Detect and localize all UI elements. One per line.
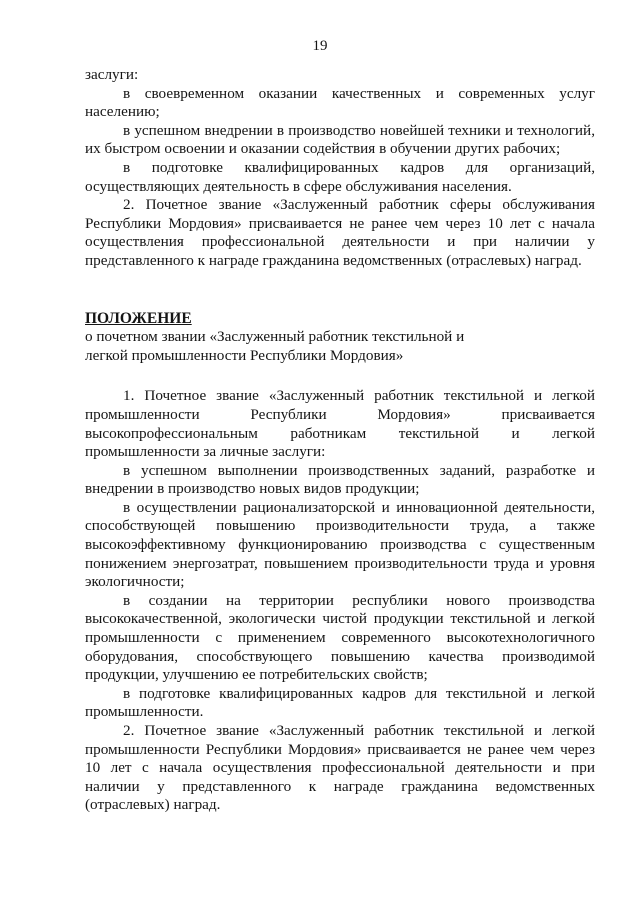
clause-2: 2. Почетное звание «Заслуженный работник сферы обслуживания Республики Мордовия» присваивается не ранее чем через 10 лет с начала осуществления профессиональной деятельности и при наличии у представленного к награде гражданина ведомственных (отраслевых) наград. xyxy=(85,196,595,269)
clause-2: 2. Почетное звание «Заслуженный работник текстильной и легкой промышленности Республики Мордовия» присваивается не ранее чем через 10 лет с начала осуществления профессиональной деятельности и при наличии у представленного к награде гражданина ведомственных (отраслевых) наград. xyxy=(85,722,595,814)
paragraph-lead: заслуги: xyxy=(85,66,139,83)
list-item: в подготовке квалифицированных кадров для организаций, осуществляющих деятельность в сфере обслуживания населения. xyxy=(85,158,595,195)
page-number: 19 xyxy=(312,38,328,54)
spacer xyxy=(85,365,595,387)
page-content xyxy=(85,66,595,815)
list-item: в создании на территории республики нового производства высококачественной, экологически чистой продукции текстильной и легкой промышленности с применением современного высокотехнологичного оборудования, способствующего повышению качества производимой продукции, улучшению ее потребительских свойств; xyxy=(85,591,595,684)
list-item: в своевременном оказании качественных и современных услуг населению; xyxy=(85,84,595,121)
list-item: в подготовке квалифицированных кадров для текстильной и легкой промышленности. xyxy=(85,684,595,721)
clause-1: 1. Почетное звание «Заслуженный работник текстильной и легкой промышленности Республики Мордовия» присваивается высокопрофессиональным работникам текстильной и легкой промышленности за личные заслуги: xyxy=(85,387,595,461)
list-item: в успешном выполнении производственных заданий, разработке и внедрении в производство новых видов продукции; xyxy=(85,461,595,498)
section-subtitle-line-1: о почетном звании «Заслуженный работник текстильной и xyxy=(85,328,465,346)
section-title: ПОЛОЖЕНИЕ xyxy=(85,309,192,327)
list-item: в осуществлении рационализаторской и инновационной деятельности, способствующей повышению производительности труда, а также высокоэффективному функционированию производства с существенным понижением энергозатрат, повышением производительности труда и уровня экологичности; xyxy=(85,498,595,591)
spacer xyxy=(85,271,595,310)
list-item: в успешном внедрении в производство новейшей техники и технологий, их быстром освоении и оказании содействия в обучении других рабочих; xyxy=(85,121,595,158)
section-subtitle-line-2: легкой промышленности Республики Мордовия» xyxy=(85,346,404,364)
